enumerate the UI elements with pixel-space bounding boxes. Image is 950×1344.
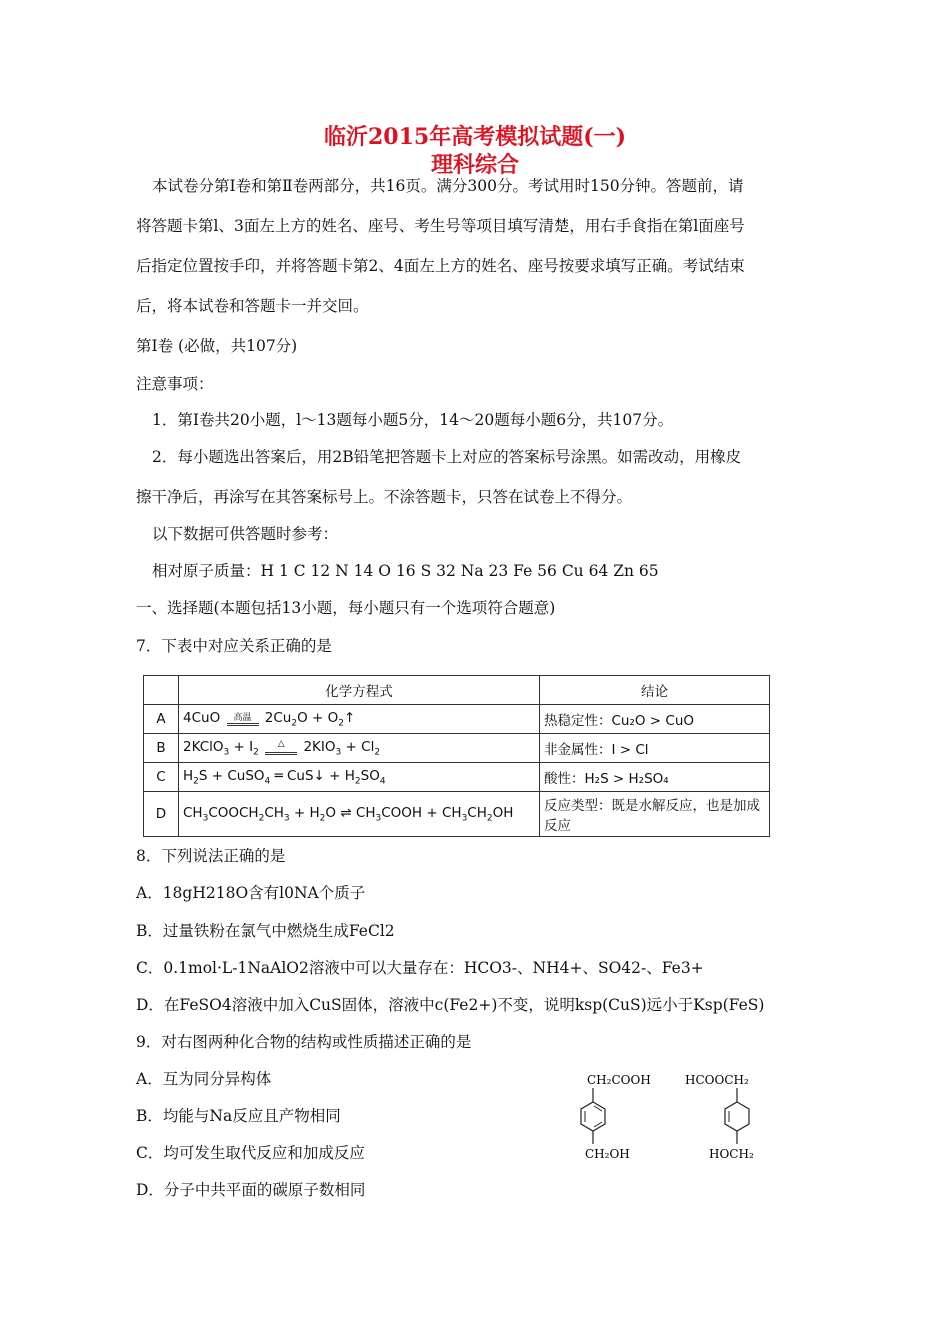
intro-line: 本试卷分第I卷和第Ⅱ卷两部分，共16页。满分300分。考试用时150分钟。答题前，请	[152, 177, 744, 195]
table-row	[144, 792, 770, 837]
option-c: C．0.1mol·L-1NaAlO2溶液中可以大量存在：HCO3-、NH4+、SO42-、Fe3+	[136, 959, 704, 977]
row-label: D	[144, 792, 179, 837]
row-label: B	[144, 734, 179, 763]
option-d: D．在FeSO4溶液中加入CuS固体，溶液中c(Fe2+)不变，说明ksp(CuS)远小于Ksp(FeS)	[136, 996, 765, 1014]
page-title: 临沂2015年高考模拟试题(一)	[323, 124, 627, 150]
equation-cell: $H_2S$ + CuSO$_4$ ═ CuS↓ + $H_2SO_4$	[179, 763, 540, 792]
option-b: B．过量铁粉在氯气中燃烧生成FeCl2	[136, 922, 395, 940]
row-label: A	[144, 705, 179, 734]
conclusion-cell: 酸性：H₂S > H₂SO₄	[540, 763, 770, 792]
note-1: 1．第I卷共20小题，l～13题每小题5分，14～20题每小题6分，共107分。	[152, 411, 674, 429]
intro-line: 后，将本试卷和答题卡一并交回。	[136, 297, 369, 315]
reaction-condition: 高温	[225, 710, 261, 723]
section-heading: 第I卷 (必做，共107分)	[136, 337, 298, 355]
row-label: C	[144, 763, 179, 792]
equation-cell: $CH_3COOCH_2CH_3 + H_2O$ ⇌ $CH_3COOH + CH_3CH_2OH$	[179, 792, 540, 837]
option-a: A．互为同分异构体	[136, 1070, 272, 1088]
option-c: C．均可发生取代反应和加成反应	[136, 1144, 365, 1162]
molecule-1-top-group: CH₂COOH	[587, 1073, 651, 1087]
intro-line: 后指定位置按手印，并将答题卡第2、4面左上方的姓名、座号按要求填写正确。考试结束	[136, 257, 745, 275]
table-row	[144, 705, 770, 734]
conclusion-cell: 反应类型：既是水解反应，也是加成反应	[540, 792, 770, 837]
molecule-structures	[575, 1072, 775, 1172]
page-subtitle: 理科综合	[430, 152, 519, 178]
reference-note: 以下数据可供答题时参考：	[152, 525, 339, 543]
molecule-2-bottom-group: HOCH₂	[709, 1147, 754, 1161]
molecule-1-bottom-group: CH₂OH	[585, 1147, 630, 1161]
atomic-masses: 相对原子质量：H 1 C 12 N 14 O 16 S 32 Na 23 Fe 56 Cu 64 Zn 65	[152, 562, 659, 580]
table-header-row	[144, 676, 770, 705]
table-row	[144, 763, 770, 792]
note-2-cont: 擦干净后，再涂写在其答案标号上。不涂答题卡，只答在试卷上不得分。	[136, 488, 633, 506]
equation-cell: 4CuO 高温 $2Cu_2O$ + $O_2↑$	[179, 705, 540, 734]
part-heading: 一、选择题(本题包括13小题，每小题只有一个选项符合题意)	[136, 599, 556, 617]
option-b: B．均能与Na反应且产物相同	[136, 1107, 341, 1125]
conclusion-cell: 非金属性：I > Cl	[540, 734, 770, 763]
conclusion-cell: 热稳定性：Cu₂O > CuO	[540, 705, 770, 734]
question-9-stem: 9．对右图两种化合物的结构或性质描述正确的是	[136, 1033, 472, 1051]
table-header-empty	[144, 676, 179, 705]
table-row	[144, 734, 770, 763]
question-7-stem: 7．下表中对应关系正确的是	[136, 637, 332, 655]
note-2: 2．每小题选出答案后，用2B铅笔把答题卡上对应的答案标号涂黑。如需改动，用橡皮	[152, 448, 742, 466]
notice-heading: 注意事项：	[136, 375, 214, 393]
reaction-condition: △	[263, 739, 299, 749]
question-8-stem: 8．下列说法正确的是	[136, 847, 286, 865]
question-7-table	[143, 675, 770, 837]
molecule-2-top-group: HCOOCH₂	[685, 1073, 749, 1087]
option-a: A．18gH218O含有l0NA个质子	[136, 884, 366, 902]
equation-cell: 2KClO$_3$ + $I_2$ △ $2KIO_3 + Cl_2$	[179, 734, 540, 763]
table-header-equation: 化学方程式	[179, 676, 540, 705]
intro-line: 将答题卡第l、3面左上方的姓名、座号、考生号等项目填写清楚，用右手食指在第l面座号	[136, 217, 745, 235]
table-header-conclusion: 结论	[540, 676, 770, 705]
option-d: D．分子中共平面的碳原子数相同	[136, 1181, 366, 1199]
